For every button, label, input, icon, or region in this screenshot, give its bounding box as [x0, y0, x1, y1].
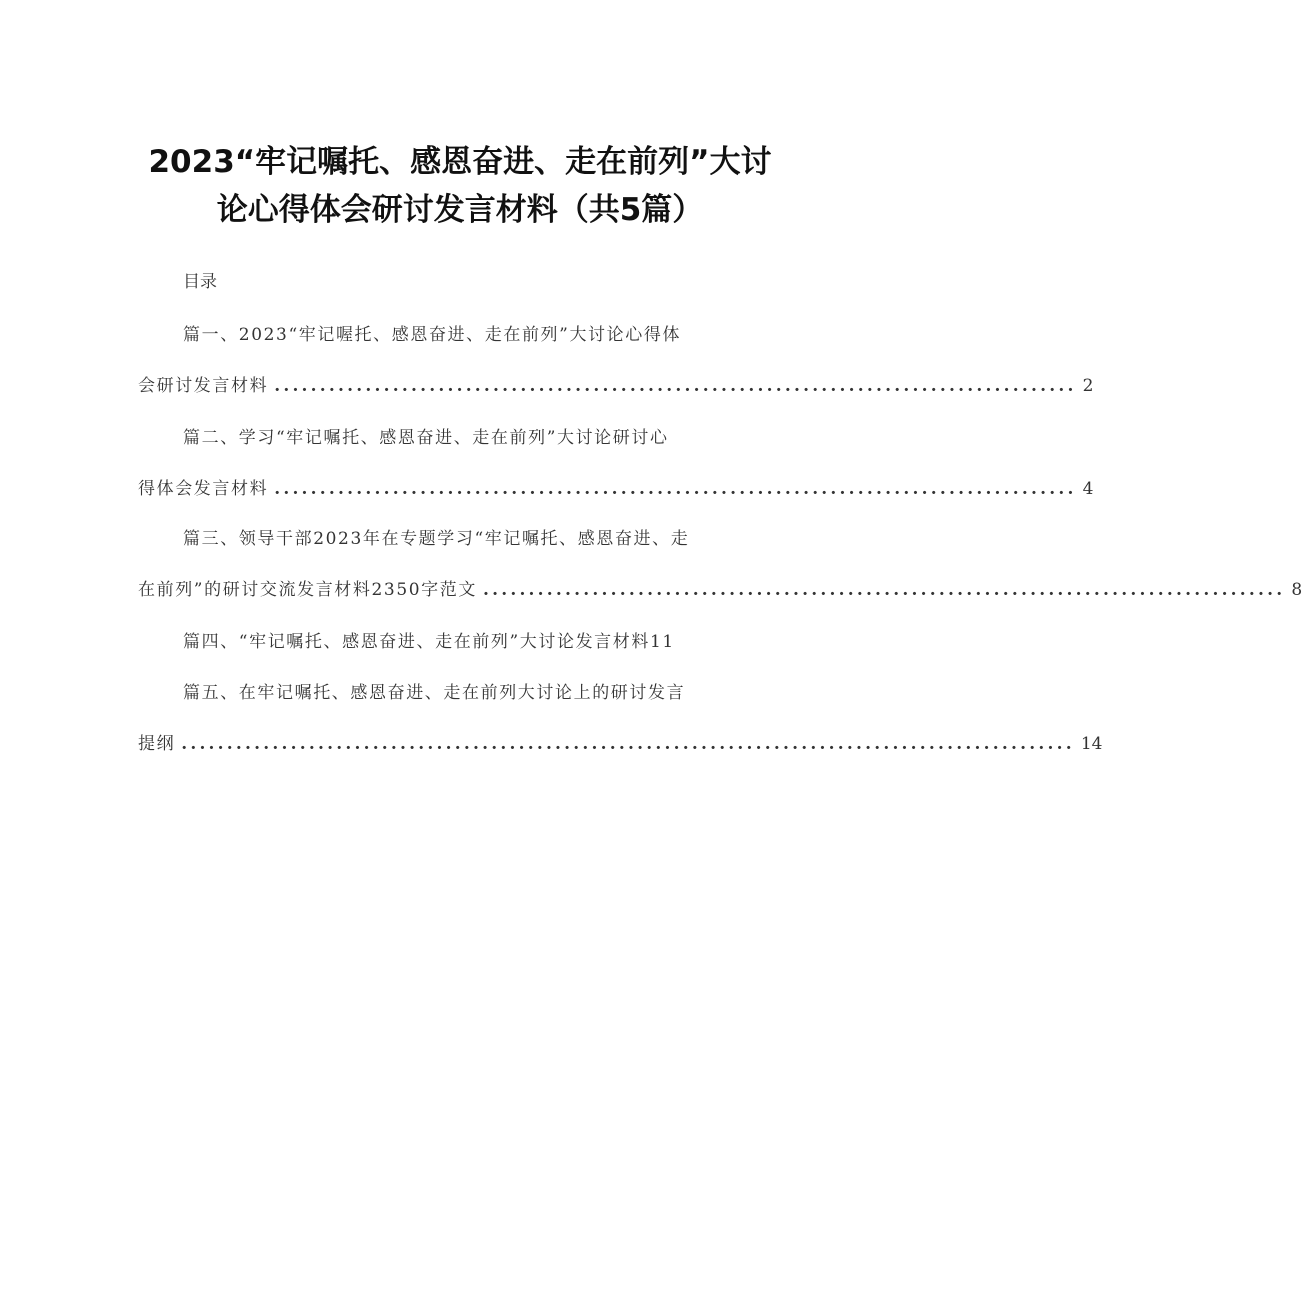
- toc-entry-5-line2: 提纲: [138, 734, 176, 754]
- toc-dot-leader: ........................................................................................: [274, 479, 1077, 499]
- toc-entry-4-title[interactable]: 篇四、“牢记嘱托、感恩奋进、走在前列”大讨论发言材料11: [183, 632, 675, 652]
- toc-entry-3-line2: 在前列”的研讨交流发言材料2350字范文: [138, 580, 477, 600]
- title-line-1: 2023“牢记嘱托、感恩奋进、走在前列”大讨: [148, 144, 772, 180]
- toc-entry-3-page: 8: [1291, 580, 1302, 600]
- toc-entry-2-line2: 得体会发言材料: [138, 479, 269, 499]
- toc-entry-1-line2: 会研讨发言材料: [138, 376, 269, 396]
- toc-entry-2-title[interactable]: 篇二、学习“牢记嘱托、感恩奋进、走在前列”大讨论研讨心: [183, 428, 669, 448]
- toc-dot-leader: ..................................................................................................: [181, 734, 1075, 754]
- document-title: [100, 138, 820, 234]
- toc-heading: 目录: [183, 272, 217, 292]
- toc-entry-2-continuation[interactable]: [138, 477, 1094, 501]
- toc-entry-1-title[interactable]: 篇一、2023“牢记喔托、感恩奋进、走在前列”大讨论心得体: [183, 325, 682, 345]
- toc-entry-1-page: 2: [1082, 376, 1094, 396]
- toc-entry-5-page: 14: [1080, 734, 1103, 754]
- toc-dot-leader: ........................................................................................: [274, 376, 1077, 396]
- toc-entry-3-continuation[interactable]: [138, 578, 1302, 602]
- toc-entry-5-continuation[interactable]: [138, 732, 1103, 756]
- toc-entry-1-continuation[interactable]: [138, 374, 1094, 398]
- toc-dot-leader: ........................................................................................: [482, 580, 1286, 600]
- toc-entry-3-title[interactable]: 篇三、领导干部2023年在专题学习“牢记嘱托、感恩奋进、走: [183, 529, 690, 549]
- title-line-2: 论心得体会研讨发言材料（共5篇）: [216, 192, 704, 228]
- toc-entry-5-title[interactable]: 篇五、在牢记嘱托、感恩奋进、走在前列大讨论上的研讨发言: [183, 683, 686, 703]
- toc-entry-2-page: 4: [1082, 479, 1094, 499]
